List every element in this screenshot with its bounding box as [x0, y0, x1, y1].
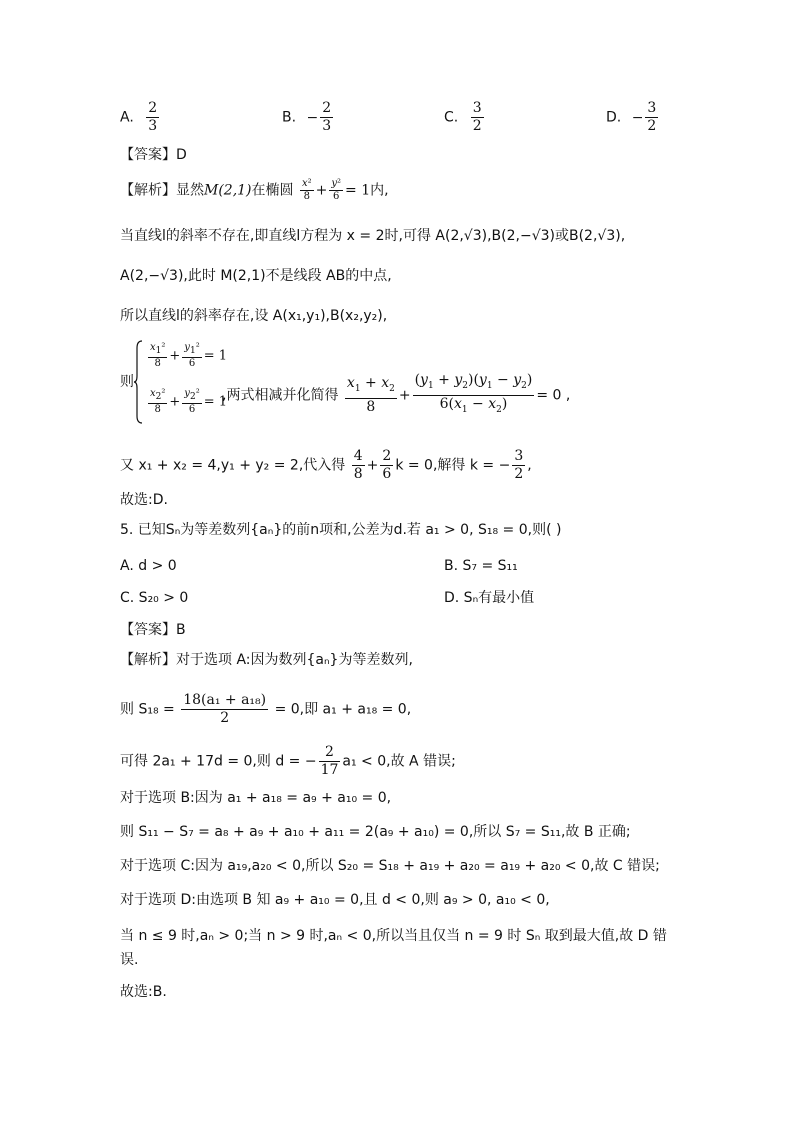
- fraction-2-6: $\frac{2}{6}$: [382, 448, 392, 482]
- sign: −: [306, 109, 319, 126]
- q5-analysis-line-4: 对于选项 B:因为 a₁ + a₁₈ = a₉ + a₁₀ = 0,: [120, 790, 392, 806]
- option-label: A.: [120, 109, 134, 126]
- q4-option-c: [444, 100, 486, 135]
- q5-stem: 5. 已知Sₙ为等差数列{aₙ}的前n项和,公差为d.若 a₁ > 0, S₁₈ = 0,则( ): [120, 522, 562, 538]
- q5-option-d: D. Sₙ有最小值: [444, 590, 535, 606]
- text: 则 S₁₈ =: [120, 701, 175, 718]
- q4-analysis-line-3: A(2,−√3),此时 M(2,1)不是线段 AB的中点,: [120, 268, 392, 284]
- option-label: C.: [444, 109, 459, 126]
- analysis-label: 【解析】显然: [120, 182, 204, 199]
- q4-analysis-line-4: 所以直线l的斜率存在,设 A(x₁,y₁),B(x₂,y₂),: [120, 308, 388, 324]
- fraction-y-diff: $\frac{(y_1 + y_2)(y_1 - y_2)}{6(x_1 - x_2)}$: [413, 372, 535, 419]
- numerator: 2: [148, 100, 158, 116]
- q4-analysis-line-6: 又 x₁ + x₂ = 4,y₁ + y₂ = 2,代入得 $\frac{4}{8}$ + $\frac{2}{6}$ k = 0,解得 k = − $\frac{3}{2}$ ,: [120, 448, 532, 482]
- fraction: [320, 100, 333, 135]
- q5-analysis-line-5: 则 S₁₁ − S₇ = a₈ + a₉ + a₁₀ + a₁₁ = 2(a₉ + a₁₀) = 0,所以 S₇ = S₁₁,故 B 正确;: [120, 824, 631, 840]
- q5-analysis-line-2: [120, 692, 411, 727]
- text: = 0 ,: [536, 387, 571, 404]
- q5-answer: 【答案】B: [120, 622, 186, 638]
- ellipse-y-term: $\frac{\text{y²}}{6}$: [331, 178, 342, 202]
- fraction-2-17: [319, 744, 341, 779]
- fraction-3-2: $\frac{3}{2}$: [514, 448, 524, 482]
- text: 又 x₁ + x₂ = 4,y₁ + y₂ = 2,代入得: [120, 457, 346, 474]
- q5-analysis-line-8: 当 n ≤ 9 时,aₙ > 0;当 n > 9 时,aₙ < 0,所以当且仅当 n = 9 时 Sₙ 取到最大值,故 D 错: [120, 928, 667, 944]
- system-equation-2: $\frac{x_2^2}{8}$ + $\frac{y_2^2}{6}$ = 1: [150, 388, 227, 415]
- system-equation-1: $\frac{x_1^2}{8}$ + $\frac{y_1^2}{6}$ = 1: [150, 342, 227, 369]
- text: ,: [527, 457, 532, 474]
- numerator: 18(a₁ + a₁₈): [183, 692, 267, 708]
- q5-analysis-line-9: 误.: [120, 952, 139, 968]
- q4-option-d: [606, 100, 660, 135]
- text: 内,: [370, 182, 389, 199]
- q4-answer: 【答案】D: [120, 147, 187, 163]
- ellipse-x-term: $\frac{\text{x²}}{8}$: [301, 178, 312, 202]
- q5-analysis-line-1: 【解析】对于选项 A:因为数列{aₙ}为等差数列,: [120, 652, 413, 668]
- q5-analysis-line-7: 对于选项 D:由选项 B 知 a₉ + a₁₀ = 0,且 d < 0,则 a₉ > 0, a₁₀ < 0,: [120, 892, 550, 908]
- numerator: 2: [322, 100, 332, 116]
- sign: −: [631, 109, 644, 126]
- numerator: 3: [647, 100, 657, 116]
- q4-system-prefix: 则: [120, 374, 134, 390]
- fraction: [645, 100, 658, 135]
- fraction-x-sum: $\frac{x_1 + x_2}{8}$: [346, 374, 395, 415]
- fraction: [146, 100, 159, 135]
- q5-option-a: A. d > 0: [120, 558, 177, 574]
- text: ,两式相减并化简得: [222, 387, 339, 404]
- q4-analysis-line-1: 【解析】显然M(2,1)在椭圆 $\frac{\text{x²}}{8}$ + $\frac{\text{y²}}{6}$ = 1内,: [120, 178, 389, 202]
- q4-analysis-line-2: 当直线l的斜率不存在,即直线l方程为 x = 2时,可得 A(2,√3),B(2,−√3)或B(2,√3),: [120, 228, 626, 244]
- denominator: 3: [148, 118, 158, 134]
- option-label: D.: [606, 109, 622, 126]
- denominator: 17: [320, 762, 339, 778]
- q4-option-a: [120, 100, 161, 135]
- q4-option-b: [282, 100, 335, 135]
- left-brace-icon: [133, 340, 143, 424]
- text: = 0,即 a₁ + a₁₈ = 0,: [274, 701, 412, 718]
- denominator: 2: [647, 118, 657, 134]
- q4-conclusion: 故选:D.: [120, 492, 168, 508]
- q5-option-b: B. S₇ = S₁₁: [444, 558, 518, 574]
- fraction: [471, 100, 484, 135]
- q4-subtract-line: ,两式相减并化简得 $\frac{x_1 + x_2}{8}$ + $\frac{(y_1 + y_2)(y_1 - y_2)}{6(x_1 - x_2)}$ = 0 ,: [222, 372, 570, 419]
- fraction-4-8: $\frac{4}{8}$: [353, 448, 363, 482]
- q5-option-c: C. S₂₀ > 0: [120, 590, 189, 606]
- denominator: 2: [181, 709, 268, 727]
- text: 在椭圆: [251, 182, 294, 199]
- q5-analysis-line-6: 对于选项 C:因为 a₁₉,a₂₀ < 0,所以 S₂₀ = S₁₈ + a₁₉ + a₂₀ = a₁₉ + a₂₀ < 0,故 C 错误;: [120, 858, 660, 874]
- q5-analysis-line-3: [120, 744, 456, 779]
- q5-conclusion: 故选:B.: [120, 984, 167, 1000]
- point-m: M(2,1): [204, 182, 252, 199]
- denominator: 2: [472, 118, 482, 134]
- option-label: B.: [282, 109, 297, 126]
- numerator: 3: [472, 100, 482, 116]
- numerator: 2: [325, 744, 334, 760]
- fraction-s18: [181, 692, 268, 727]
- text: a₁ < 0,故 A 错误;: [342, 753, 456, 770]
- text: 可得 2a₁ + 17d = 0,则 d = −: [120, 753, 317, 770]
- text: k = 0,解得 k = −: [395, 457, 511, 474]
- denominator: 3: [322, 118, 332, 134]
